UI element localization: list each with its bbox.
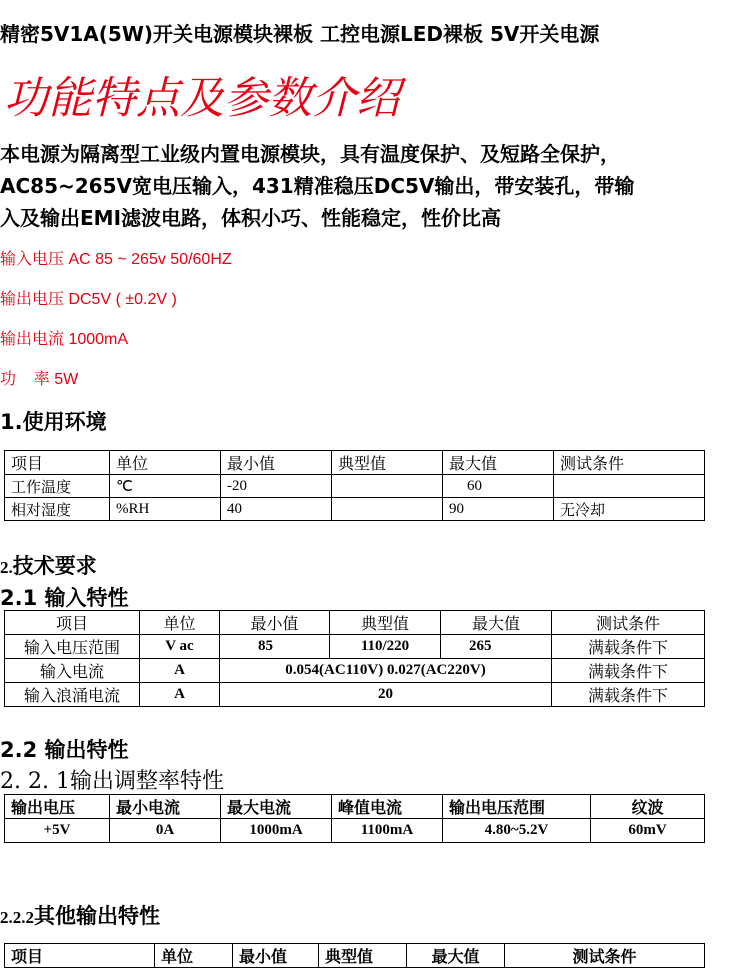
table-cell: 输入电压范围 <box>5 635 140 659</box>
table-cell: 40 <box>221 498 332 521</box>
table-cell: 测试条件 <box>554 451 705 475</box>
table-cell: 典型值 <box>330 611 441 635</box>
table-cell: 单位 <box>110 451 221 475</box>
table-cell: 单位 <box>155 944 233 968</box>
section-output: 2.2 输出特性 <box>0 738 129 762</box>
table-cell: 测试条件 <box>552 611 705 635</box>
table-cell: +5V <box>5 819 110 843</box>
table-cell: 相对湿度 <box>5 498 110 521</box>
table-cell: 测试条件 <box>505 944 705 968</box>
intro-line-1: 本电源为隔离型工业级内置电源模块，具有温度保护、及短路全保护， <box>0 142 620 166</box>
table-cell: 1100mA <box>332 819 443 843</box>
table-cell: 单位 <box>140 611 220 635</box>
product-title: 精密5V1A(5W)开关电源模块裸板 工控电源LED裸板 5V开关电源 <box>0 22 600 46</box>
section-environment: 1.使用环境 <box>0 410 107 434</box>
table-cell: 项目 <box>5 944 155 968</box>
table-cell <box>332 498 443 521</box>
table-cell <box>332 475 443 498</box>
table-cell: 典型值 <box>319 944 407 968</box>
table-cell: 最小电流 <box>110 795 221 819</box>
table-cell: 满载条件下 <box>552 635 705 659</box>
intro-line-3: 入及输出EMI滤波电路，体积小巧、性能稳定，性价比高 <box>0 206 502 230</box>
table-cell: 最小值 <box>221 451 332 475</box>
table-row <box>5 659 705 683</box>
intro-line-2: AC85~265V宽电压输入，431精准稳压DC5V输出，带安装孔，带输 <box>0 174 635 198</box>
table-cell: V ac <box>140 635 220 659</box>
other-output-table <box>4 943 705 968</box>
table-cell: 最大值 <box>443 451 554 475</box>
table-cell: %RH <box>110 498 221 521</box>
table-cell: 工作温度 <box>5 475 110 498</box>
table-cell: 最小值 <box>220 611 330 635</box>
input-table <box>4 610 705 707</box>
table-cell: 90 <box>443 498 554 521</box>
table-cell: 4.80~5.2V <box>443 819 591 843</box>
table-cell: 输入电流 <box>5 659 140 683</box>
table-row <box>5 498 705 521</box>
spec-input-voltage: 输入电压 AC 85 ~ 265v 50/60HZ <box>0 251 232 268</box>
table-cell: A <box>140 683 220 707</box>
feature-heading: 功能特点及参数介绍 <box>4 73 400 124</box>
table-row <box>5 635 705 659</box>
table-row <box>5 683 705 707</box>
section-other-output <box>0 900 160 930</box>
table-row <box>5 475 705 498</box>
table-cell: 85 <box>220 635 330 659</box>
table-cell: 满载条件下 <box>552 683 705 707</box>
table-cell: 项目 <box>5 611 140 635</box>
section-input: 2.1 输入特性 <box>0 586 129 610</box>
table-cell: 0A <box>110 819 221 843</box>
section-number: 2.2.2 <box>0 908 34 927</box>
environment-table <box>4 450 705 521</box>
spec-output-voltage: 输出电压 DC5V ( ±0.2V ) <box>0 291 177 308</box>
output-table <box>4 794 705 843</box>
table-cell: 最大电流 <box>221 795 332 819</box>
table-cell: 265 <box>441 635 552 659</box>
table-cell: 20 <box>220 683 552 707</box>
table-cell: 输入浪涌电流 <box>5 683 140 707</box>
table-cell: 0.054(AC110V) 0.027(AC220V) <box>220 659 552 683</box>
table-cell: 60 <box>443 475 554 498</box>
table-header-row <box>5 451 705 475</box>
table-cell: 60mV <box>591 819 705 843</box>
spec-output-current: 输出电流 1000mA <box>0 331 129 348</box>
table-cell: 最大值 <box>407 944 505 968</box>
table-cell: 1000mA <box>221 819 332 843</box>
table-header-row <box>5 944 705 968</box>
table-row <box>5 819 705 843</box>
spec-power: 功 率 5W <box>0 371 79 388</box>
table-cell: 峰值电流 <box>332 795 443 819</box>
section-number: 2. <box>0 558 13 577</box>
table-header-row <box>5 611 705 635</box>
table-cell: 最大值 <box>441 611 552 635</box>
table-cell: 输出电压 <box>5 795 110 819</box>
table-cell: 纹波 <box>591 795 705 819</box>
table-cell: -20 <box>221 475 332 498</box>
table-cell: 无冷却 <box>554 498 705 521</box>
section-output-regulation: 2. 2. 1输出调整率特性 <box>0 769 224 794</box>
table-cell: ℃ <box>110 475 221 498</box>
table-cell: 110/220 <box>330 635 441 659</box>
section-technical <box>0 550 97 580</box>
table-cell: 最小值 <box>233 944 319 968</box>
section-title: 其他输出特性 <box>34 904 160 928</box>
table-cell <box>554 475 705 498</box>
table-cell: 典型值 <box>332 451 443 475</box>
table-cell: 项目 <box>5 451 110 475</box>
section-title: 技术要求 <box>12 554 97 578</box>
table-cell: 输出电压范围 <box>443 795 591 819</box>
table-header-row <box>5 795 705 819</box>
table-cell: 满载条件下 <box>552 659 705 683</box>
table-cell: A <box>140 659 220 683</box>
